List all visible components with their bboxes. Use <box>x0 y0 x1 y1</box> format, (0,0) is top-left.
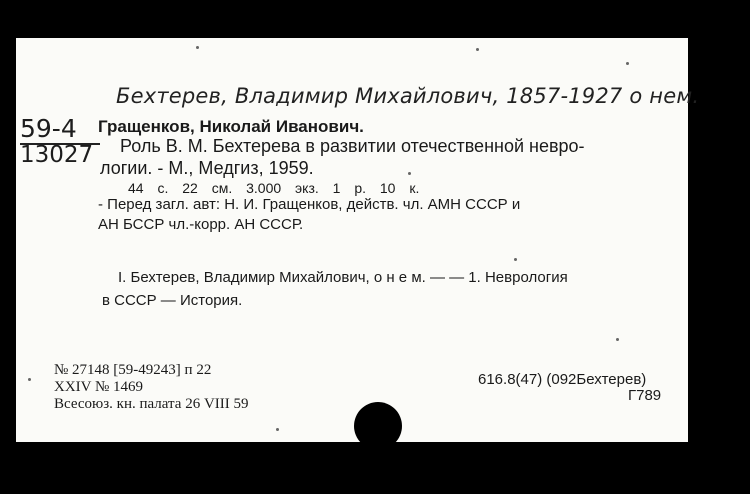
classification-number: 616.8(47) (092Бехтерев) <box>478 371 647 388</box>
speck <box>476 48 479 51</box>
speck <box>626 62 629 65</box>
note-line-1: - Перед загл. авт: Н. И. Гращенков, действ. чл. АМН СССР и <box>98 196 521 213</box>
speck <box>196 46 199 49</box>
subject-line-2: в СССР — История. <box>102 292 243 309</box>
footer-left-1: № 27148 [59-49243] п 22 <box>54 362 212 378</box>
subject-line-1: I. Бехтерев, Владимир Михайлович, о н е м. — — 1. Неврология <box>118 269 568 286</box>
physical-description: 44 с. 22 см. 3.000 экз. 1 р. 10 к. <box>128 180 420 196</box>
classification-code: Г789 <box>628 387 662 404</box>
call-number-bottom: 13027 <box>20 142 94 168</box>
title-line-1: Роль В. М. Бехтерева в развитии отечественной невро- <box>120 136 585 156</box>
note-line-2: АН БССР чл.-корр. АН СССР. <box>98 216 304 233</box>
footer-left-2: XXIV № 1469 <box>54 379 144 395</box>
author-heading: Гращенков, Николай Иванович. <box>98 117 364 136</box>
punch-hole <box>354 402 402 450</box>
speck <box>514 258 517 261</box>
speck <box>616 338 619 341</box>
title-line-2: логии. - М., Медгиз, 1959. <box>100 158 314 178</box>
speck <box>28 378 31 381</box>
speck <box>276 428 279 431</box>
handwritten-heading: Бехтерев, Владимир Михайлович, 1857-1927 о нем. <box>116 84 700 108</box>
footer-left-3: Всесоюз. кн. палата 26 VIII 59 <box>54 396 249 412</box>
call-number-top: 59-4 <box>20 114 77 143</box>
speck <box>408 172 411 175</box>
catalog-card <box>16 38 700 442</box>
